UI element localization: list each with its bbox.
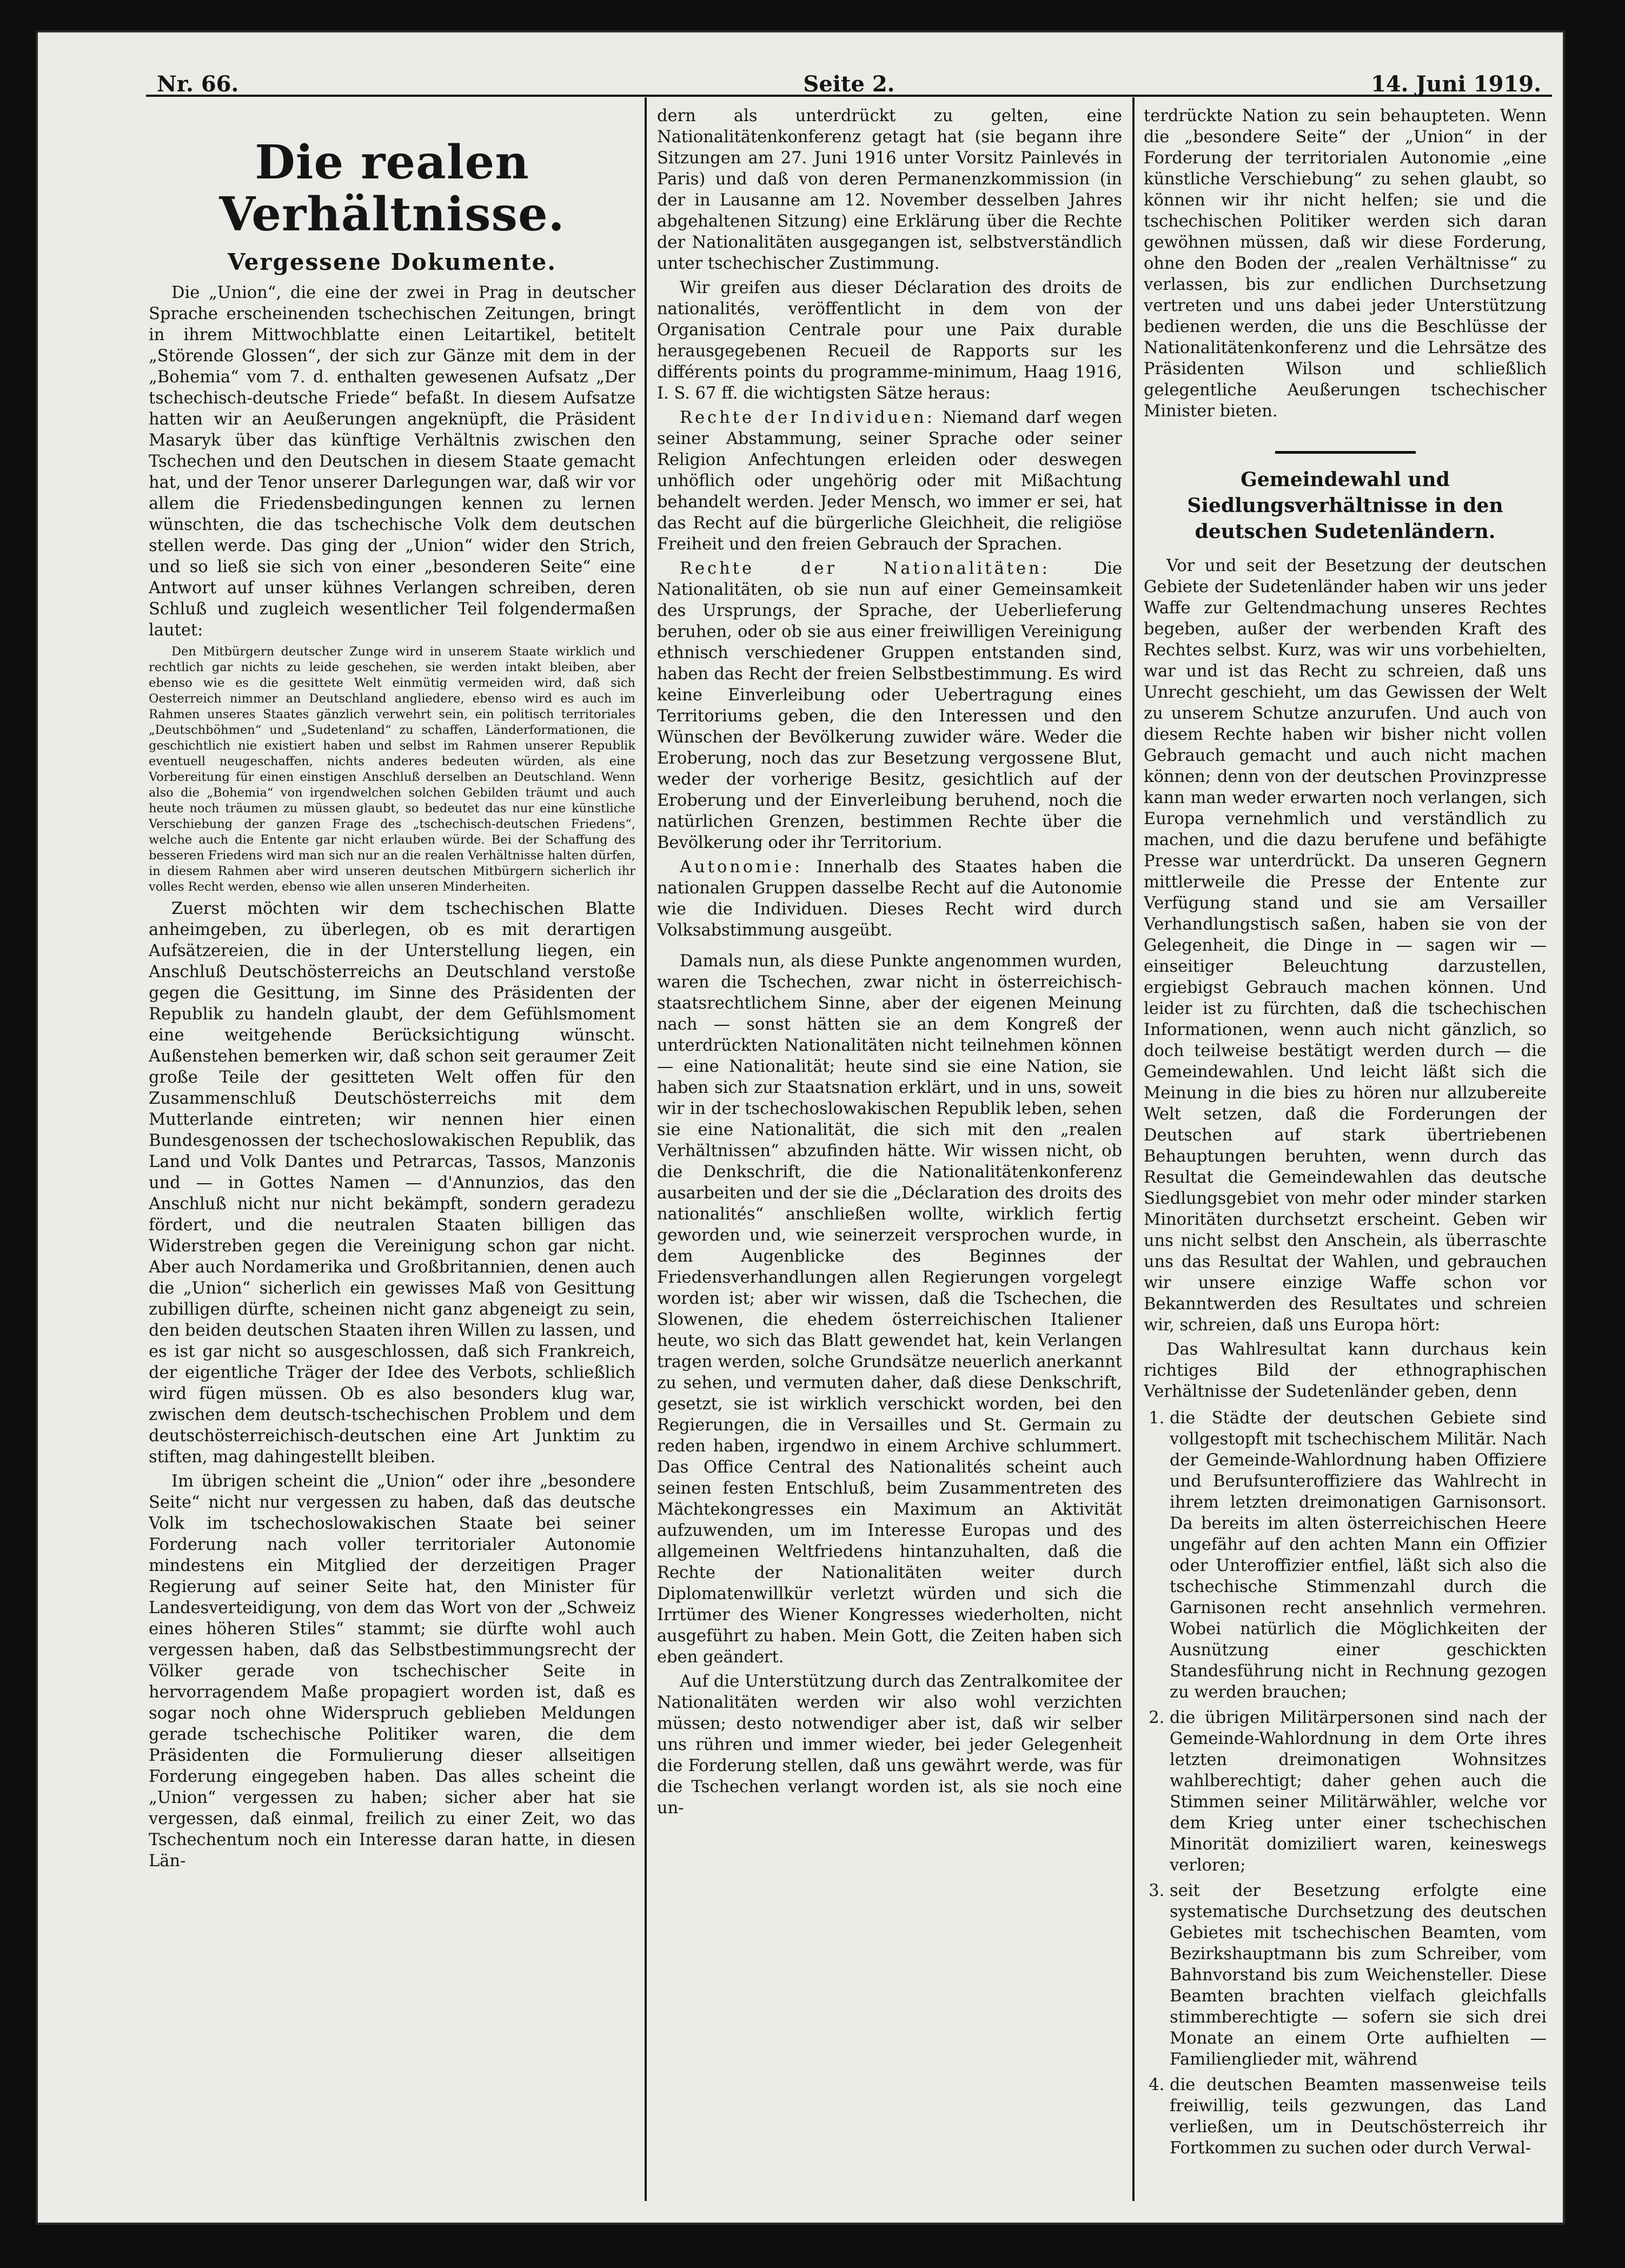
section-autonomy [657,857,1122,941]
column-3 [1144,105,1547,2198]
section-nationality-rights [657,558,1122,853]
issue-number: Nr. 66. [157,71,239,97]
article-headline: Die realen Verhältnisse. [219,135,565,242]
column-2 [657,105,1122,2198]
article-subheadline: Vergessene Dokumente. [227,249,557,275]
column-divider [1132,97,1135,2201]
paragraph: Das Wahlresultat kann durchaus kein richtiges Bild der ethnographischen Verhältnisse der Sudetenländer geben, denn [1144,1340,1547,1401]
paragraph: Im übrigen scheint die „Union“ oder ihre „besondere Seite“ nicht nur vergessen zu haben, daß das deutsche Volk im tschechoslowakischen Staate bei seiner Forderung nach voller territorialer Autonomie mindestens ein Mitglied der derzeitigen Prager Regierung auf seiner Seite hat, den Minister für Landesverteidigung, von dem das Wort von der „Schweiz eines höheren Stiles“ stammt; sie dürfte wohl auch vergessen haben, daß das Selbstbestimmungsrecht der Völker gerade von tschechischer Seite in hervorragendem Maße propagiert worden ist, daß es sogar noch ohne Widerspruch geblieben Meldungen gerade tschechische Politiker waren, die dem Präsidenten die Formulierung dieser allseitigen Forderung eingegeben haben. Das alles scheint die „Union“ vergessen zu haben; sicher aber hat sie vergessen, daß einmal, freilich zu einer Zeit, wo das Tschechentum noch ein Interesse daran hatte, in diesen Län- [149,1472,635,1871]
paragraph: Damals nun, als diese Punkte angenommen wurden, waren die Tschechen, zwar nicht in österreichisch-staatsrechtlichem Sinne, aber der eigenen Meinung nach — sonst hätten sie an dem Kongreß der unterdrückten Nationalitäten nicht teilnehmen können — eine Nationalität; heute sind sie eine Nation, sie haben sich zur Staatsnation erklärt, und in uns, soweit wir in der tschechoslowakischen Republik leben, sehen sie eine Nationalität, die sich mit den „realen Verhältnissen“ abzufinden hätte. Wir wissen nicht, ob die Denkschrift, die die Nationalitätenkonferenz ausarbeiten und der sie die „Déclaration des droits des nationalités“ anschließen wollte, wirklich fertig geworden und, wie seinerzeit versprochen wurde, in dem Augenblicke des Beginnes der Friedensverhandlungen allen Regierungen vorgelegt worden ist; aber wir wissen, daß die Tschechen, die Slowenen, die ehedem österreichischen Italiener heute, wo sich das Blatt gewendet hat, kein Verlangen tragen werden, solche Grundsätze neuerlich anerkannt zu sehen, und vermuten daher, daß diese Denkschrift, gesetzt, sie ist wirklich verschickt worden, bei den Regierungen, die in Versailles und St. Germain zu reden haben, irgendwo in einem Archive schlummert. Das Office Central des Nationalités scheint auch seinen festen Entschluß, beim Zusammentreten des Mächtekongresses ein Maximum an Aktivität aufzuwenden, um im Interesse Europas und des allgemeinen Weltfriedens hintanzuhalten, daß die Rechte der Nationalitäten weiter durch Diplomatenwillkür verletzt würden und sich die Irrtümer des Wiener Kongresses wiederholten, nicht ausgeführt zu haben. Mein Gott, die Zeiten haben sich eben geändert. [657,952,1122,1667]
numbered-list [1144,1408,1547,2159]
section-text: Innerhalb des Staates haben die nationalen Gruppen dasselbe Recht auf die Autonomie wie die Individuen. Dieses Recht wird durch Volksabstimmung ausgeübt. [657,858,1122,940]
quoted-passage: Den Mitbürgern deutscher Zunge wird in unserem Staate wirklich und rechtlich gar nichts zu leide geschehen, sie werden intakt bleiben, aber ebenso wie es die gesittete Welt einmütig vermeiden wird, daß sich Oesterreich nimmer an Deutschland angliedere, ebenso wird es auch im Rahmen unseres Staates gänzlich verwehrt sein, ein politisch territoriales „Deutschböhmen“ und „Sudetenland“ zu schaffen, Länderformationen, die geschichtlich nie existiert haben und selbst im Rahmen unserer Republik eventuell neugeschaffen, nichts anderes bedeuten würden, als eine Vorbereitung für einen einstigen Anschluß derselben an Deutschland. Wenn also die „Bohemia“ von irgendwelchen solchen Gebilden träumt und auch heute noch träumen zu müssen glaubt, so bedeutet das nur eine künstliche Verschiebung der ganzen Frage des „tschechisch-deutschen Friedens“, welche auch die Entente gar nicht erlauben würde. Bei der Schaffung des besseren Friedens wird man sich nur an die realen Verhältnisse halten dürfen, in diesem Rahmen aber wird unseren deutschen Mitbürgern sicherlich ihr volles Recht werden, ebenso wie allen unseren Minderheiten. [149,645,635,894]
section-separator [1275,451,1416,454]
list-item: 2. die übrigen Militärpersonen sind nach der Gemeinde-Wahlordnung in dem Orte ihres letzten dreimonatigen Wohnsitzes wahlberechtigt; daher gehen auch die Stimmen seiner Militärwähler, welche vor dem Krieg unter einer tschechischen Minorität domiziliert waren, keineswegs verloren; [1170,1707,1547,1876]
section-label: Autonomie: [680,858,803,877]
paragraph: Auf die Unterstützung durch das Zentralkomitee der Nationalitäten werden wir also wohl verzichten müssen; desto notwendiger aber ist, daß wir selber uns rühren und immer wieder, bei jeder Gelegenheit die Forderung stellen, daß uns gewährt werde, was für die Tschechen verlangt worden ist, als sie noch eine un- [657,1672,1122,1818]
section-headline: Gemeindewahl und Siedlungsverhältnisse in den deutschen Sudetenländern. [1187,468,1503,543]
paragraph: Die „Union“, die eine der zwei in Prag in deutscher Sprache erscheinenden tschechischen Zeitungen, bringt in ihrem Mittwochblatte einen Leitartikel, betitelt „Störende Glossen“, der sich zur Gänze mit dem in der „Bohemia“ vom 7. d. enthalten gewesenen Aufsatz „Der tschechisch-deutsche Friede“ befaßt. In diesem Aufsatze hatten wir an Aeußerungen angeknüpft, die Präsident Masaryk über das künftige Verhältnis zwischen den Tschechen und den Deutschen in diesem Staate gemacht hat, und der Tenor unserer Darlegungen war, daß wir vor allem die Friedensbedingungen kennen zu lernen wünschten, die das tschechische Volk dem deutschen stellen werde. Das ging der „Union“ wider den Strich, und so ließ sie sich von einer „besonderen Seite“ eine Antwort auf unser kühnes Verlangen schreiben, deren Schluß und zugleich wesentlicher Teil folgendermaßen lautet: [149,283,635,640]
paragraph: Zuerst möchten wir dem tschechischen Blatte anheimgeben, zu überlegen, ob es mit derartigen Aufsätzereien, die in der Unterstellung liegen, ein Anschluß Deutschösterreichs an Deutschland verstoße gegen die Gesittung, im Sinne des Präsidenten der Republik zu handeln glaubt, der dem Gefühlsmoment eine weitgehende Berücksichtigung wünscht. Außenstehen bemerken wir, daß schon seit geraumer Zeit große Teile der gesitteten Welt offen für den Zusammenschluß Deutschösterreichs mit dem Mutterlande eintreten; wir nennen hier einen Bundesgenossen der tschechoslowakischen Republik, das Land und Volk Dantes und Petrarcas, Tassos, Manzonis und — in Gottes Namen — d'Annunzios, das den Anschluß nicht nur nicht bekämpft, sondern geradezu fördert, und die neutralen Staaten billigen das Widerstreben gegen die Vereinigung schon gar nicht. Aber auch Nordamerika und Großbritannien, denen auch die „Union“ sicherlich ein gewisses Maß von Gesittung zubilligen dürfte, scheinen nicht ganz abgeneigt zu sein, den beiden deutschen Staaten ihren Willen zu lassen, und es ist gar nicht so ausgeschlossen, daß sich Frankreich, der eigentliche Träger der Idee des Verbots, schließlich wird fügen müssen. Ob es also besonders klug war, zwischen dem deutsch-tschechischen Problem und dem deutschösterreichisch-deutschen eine Art Junktim zu stiften, mag dahingestellt bleiben. [149,899,635,1467]
column-1 [149,105,635,2198]
section-label: Rechte der Individuen: [680,408,936,427]
section-label: Rechte der Nationalitäten: [680,559,1050,578]
page-number: Seite 2. [803,71,895,97]
list-item: 1. die Städte der deutschen Gebiete sind vollgestopft mit tschechischem Militär. Nach der Gemeinde-Wahlordnung haben Offiziere und Berufsunteroffiziere das Wahlrecht in ihrem letzten dreimonatigen Garnisonsort. Da bereits im alten österreichischen Heere ungefähr auf den achten Mann ein Offizier oder Unteroffizier entfiel, läßt sich also die tschechische Stimmenzahl durch die Garnisonen recht ansehnlich vermehren. Wobei natürlich die Möglichkeiten der Ausnützung einer geschickten Standesführung nicht in Rechnung gezogen zu werden brauchen; [1170,1408,1547,1703]
section-individual-rights [657,407,1122,555]
section-text: Die Nationalitäten, ob sie nun auf einer Gemeinsamkeit des Ursprungs, der Sprache, der Ueberlieferung beruhen, oder ob sie aus einer freiwilligen Vereinigung ethnisch verschiedener Gruppen entstanden sind, haben das Recht der freien Selbstbestimmung. Es wird keine Einverleibung oder Uebertragung eines Territoriums geben, die den Interessen und den Wünschen der Bevölkerung zuwider wäre. Weder die Eroberung, noch das zur Besetzung vergossene Blut, weder der vorherige Besitz, gesichtlich auf der Eroberung und der Einverleibung beruhend, noch die natürlichen Grenzen, bestimmen Rechte über die Bevölkerung oder ihr Territorium. [657,559,1122,852]
section-text: Niemand darf wegen seiner Abstammung, seiner Sprache oder seiner Religion Anfechtungen erleiden oder deswegen unhöflich oder ungehörig oder mit Mißachtung behandelt werden. Jeder Mensch, wo immer er sei, hat das Recht auf die bürgerliche Gleichheit, die religiöse Freiheit und den freien Gebrauch der Sprachen. [657,408,1122,554]
header-rule [146,95,1552,97]
column-divider [645,97,647,2201]
paragraph: Wir greifen aus dieser Déclaration des droits de nationalités, veröffentlicht in dem von der Organisation Centrale pour une Paix durable herausgegebenen Recueil de Rapports sur les différents points du programme-minimum, Haag 1916, I. S. 67 ff. die wichtigsten Sätze heraus: [657,278,1122,403]
publication-date: 14. Juni 1919. [1371,71,1541,97]
list-item: 4. die deutschen Beamten massenweise teils freiwillig, teils gezwungen, das Land verließen, um in Deutschösterreich ihr Fortkommen zu suchen oder durch Verwal- [1170,2074,1547,2159]
newspaper-page [38,32,1563,2223]
paragraph: terdrückte Nation zu sein behaupteten. Wenn die „besondere Seite“ der „Union“ in der Forderung der territorialen Autonomie „eine künstliche Verschiebung“ zu sehen glaubt, so können wir ihr nicht helfen; sie und die tschechischen Politiker werden sich daran gewöhnen müssen, daß wir diese Forderung, ohne den Boden der „realen Verhältnisse“ zu verlassen, bis zur endlichen Durchsetzung vertreten und uns dabei jeder Unterstützung bedienen werden, die uns die Beschlüsse der Nationalitätenkonferenz und die Lehrsätze des Präsidenten Wilson und schließlich gelegentliche Aeußerungen tschechischer Minister bieten. [1144,107,1547,421]
paragraph: dern als unterdrückt zu gelten, eine Nationalitätenkonferenz getagt hat (sie begann ihre Sitzungen am 27. Juni 1916 unter Vorsitz Painlevés in Paris) und daß von deren Permanenzkommission (in der in Lausanne am 12. November desselben Jahres abgehaltenen Sitzung) eine Erklärung über die Rechte der Nationalitäten ausgegangen ist, selbstverständlich unter tschechischer Zustimmung. [657,107,1122,273]
list-item: 3. seit der Besetzung erfolgte eine systematische Durchsetzung des deutschen Gebietes mit tschechischen Beamten, vom Bezirkshauptmann bis zum Schreiber, vom Bahnvorstand bis zum Weichensteller. Diese Beamten brachten vielfach gleichfalls stimmberechtigte — sofern sie sich drei Monate an einem Orte aufhielten — Familienglieder mit, während [1170,1880,1547,2070]
paragraph: Vor und seit der Besetzung der deutschen Gebiete der Sudetenländer haben wir uns jeder Waffe zur Geltendmachung unseres Rechtes begeben, außer der werbenden Kraft des Rechtes selbst. Kurz, was wir uns vorbehielten, war und ist das Recht zu schreien, daß uns Unrecht geschieht, um das Gewissen der Welt zu unserem Schutze anzurufen. Und auch von diesem Rechte haben wir bisher nicht vollen Gebrauch gemacht und auch nicht machen können; denn von der deutschen Provinzpresse kann man weder erwarten noch verlangen, sich Europa vernehmlich und verständlich zu machen, und die dazu berufene und befähigte Presse war unterdrückt. Da unseren Gegnern mittlerweile die Presse der Entente zur Verfügung stand und sie am Versailler Verhandlungstisch saßen, haben sie von der Gelegenheit, die Dinge in — sagen wir — einseitiger Beleuchtung darzustellen, ergiebigst Gebrauch machen können. Und leider ist zu fürchten, daß die tschechischen Informationen, wenn auch nicht gänzlich, so doch teilweise bestätigt werden durch — die Gemeindewahlen. Und leicht läßt sich die Meinung in die bies zu hören nur allzubereite Welt setzen, daß die Forderungen der Deutschen auf stark übertriebenen Behauptungen beruhten, wenn durch das Resultat die Gemeindewahlen das deutsche Siedlungsgebiet von mehr oder minder starken Minoritäten durchsetzt erscheint. Geben wir uns nicht selbst den Anschein, als überraschte uns das Resultat der Wahlen, und gebrauchen wir unsere einzige Waffe schon vor Bekanntwerden des Resultates und schreien wir, schreien, daß uns Europa hört: [1144,556,1547,1335]
